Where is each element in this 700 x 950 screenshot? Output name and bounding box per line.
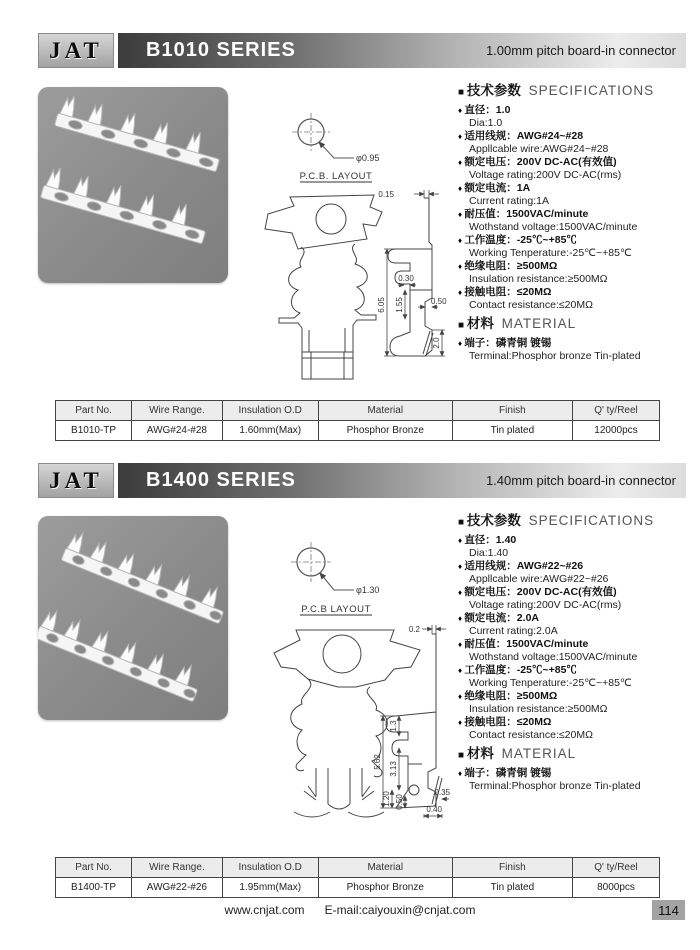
- series-subtitle: 1.00mm pitch board-in connector: [485, 43, 676, 58]
- pcb-hole-diameter: φ0.95: [356, 153, 380, 163]
- spec-en: Appllcable wire:AWG#22~#26: [469, 573, 609, 585]
- series-subtitle: 1.40mm pitch board-in connector: [485, 473, 676, 488]
- pcb-layout-label: P.C.B LAYOUT: [301, 604, 371, 615]
- spec-cn: ♦ 绝缘电阻：≥500MΩ: [458, 690, 695, 703]
- pcb-layout-b1010: [266, 106, 396, 195]
- spec-en: Voltage rating:200V DC-AC(rms): [469, 169, 622, 181]
- spec-item: [458, 286, 695, 311]
- spec-cn: ♦ 工作温度：-25℃~+85℃: [458, 664, 695, 677]
- spec-cn: ♦ 接触电阻：≤20MΩ: [458, 716, 695, 729]
- series-title: B1010 SERIES: [146, 39, 296, 61]
- material-title-cn: 材料: [466, 746, 494, 761]
- spec-en: Dia:1.0: [469, 117, 503, 129]
- spec-cn: ♦ 直径：1.40: [458, 534, 695, 547]
- jat-logo-text: JAT: [49, 467, 103, 493]
- footer-website: www.cnjat.com: [224, 903, 305, 917]
- col-qty-reel: Q' ty/Reel: [572, 858, 659, 878]
- cell-finish: Tin plated: [452, 421, 572, 441]
- pcb-layout-drawing: [266, 106, 396, 190]
- spec-item: [458, 208, 695, 233]
- dimension-label: 0.35: [434, 788, 450, 797]
- spec-en: Wothstand voltage:1500VAC/minute: [469, 221, 638, 233]
- material-item: [458, 767, 695, 792]
- pcb-layout-label: P.C.B. LAYOUT: [299, 171, 373, 182]
- section-header-b1010: [38, 33, 686, 68]
- spec-item: [458, 716, 695, 741]
- spec-section-title: [458, 85, 695, 99]
- col-material: Material: [318, 858, 452, 878]
- dimension-label: 3.13: [389, 761, 398, 777]
- terminal-strip-illustration: [38, 87, 228, 283]
- series-title: B1400 SERIES: [146, 469, 296, 491]
- table-row: [56, 878, 660, 898]
- material-title-en: MATERIAL: [501, 746, 577, 761]
- dimension-label: 2.0: [432, 337, 441, 349]
- page-footer: [0, 903, 700, 917]
- cell-part-no: B1010-TP: [56, 421, 132, 441]
- material-en: Terminal:Phosphor bronze Tin-plated: [469, 780, 641, 792]
- material-section-title: [458, 318, 695, 332]
- cell-wire-range: AWG#24-#28: [132, 421, 223, 441]
- col-wire-range: Wire Range.: [132, 401, 223, 421]
- col-part-no: Part No.: [56, 401, 132, 421]
- terminal-dimension-drawing: [238, 186, 450, 388]
- spec-item: [458, 612, 695, 637]
- dimension-label: 1.55: [395, 297, 404, 313]
- specifications-b1010: [458, 85, 695, 363]
- section-header-b1400: [38, 463, 686, 498]
- dimension-label: 0.30: [398, 274, 414, 283]
- spec-item: [458, 638, 695, 663]
- dimension-label: 6.05: [377, 297, 386, 313]
- spec-cn: ♦ 直径：1.0: [458, 104, 695, 117]
- spec-item: [458, 586, 695, 611]
- spec-title-en: SPECIFICATIONS: [528, 513, 655, 528]
- terminal-drawing-b1010: [238, 186, 450, 393]
- spec-item: [458, 260, 695, 285]
- terminal-dimension-drawing: [236, 618, 458, 846]
- material-cn: ♦ 端子：磷青铜 镀锡: [458, 767, 695, 780]
- dimension-label: 0.2: [408, 625, 420, 634]
- col-material: Material: [318, 401, 452, 421]
- spec-cn: ♦ 适用线规：AWG#24~#28: [458, 130, 695, 143]
- spec-item: [458, 182, 695, 207]
- page-number: 114: [652, 900, 685, 920]
- footer-email: E-mail:caiyouxin@cnjat.com: [324, 903, 476, 917]
- col-insulation: Insulation O.D: [222, 858, 318, 878]
- parts-table-b1400: [55, 857, 660, 898]
- terminal-strip-illustration: [38, 516, 228, 720]
- spec-en: Appllcable wire:AWG#24~#28: [469, 143, 609, 155]
- spec-item: [458, 130, 695, 155]
- col-qty-reel: Q' ty/Reel: [572, 401, 659, 421]
- spec-en: Insulation resistance:≥500MΩ: [469, 703, 608, 715]
- material-cn: ♦ 端子：磷青铜 镀锡: [458, 337, 695, 350]
- spec-cn: ♦ 工作温度：-25℃~+85℃: [458, 234, 695, 247]
- jat-logo: [38, 463, 114, 498]
- spec-cn: ♦ 额定电压：200V DC-AC(有效值): [458, 156, 695, 169]
- table-header-row: [56, 401, 660, 421]
- dimension-label: 0.40: [426, 805, 442, 814]
- spec-en: Working Tenperature:-25℃~+85℃: [469, 247, 632, 259]
- pcb-layout-b1400: [266, 536, 396, 629]
- terminal-photo-b1010: [38, 87, 228, 283]
- specifications-b1400: [458, 515, 695, 793]
- spec-cn: ♦ 接触电阻：≤20MΩ: [458, 286, 695, 299]
- spec-en: Current rating:2.0A: [469, 625, 558, 637]
- spec-item: [458, 234, 695, 259]
- pcb-layout-drawing: [266, 536, 396, 624]
- cell-insulation: 1.60mm(Max): [222, 421, 318, 441]
- material-en: Terminal:Phosphor bronze Tin-plated: [469, 350, 641, 362]
- spec-en: Contact resistance:≤20MΩ: [469, 729, 593, 741]
- dimension-label: 1.20: [382, 791, 391, 807]
- terminal-drawing-b1400: [236, 618, 458, 851]
- spec-item: [458, 560, 695, 585]
- material-section-title: [458, 748, 695, 762]
- spec-en: Insulation resistance:≥500MΩ: [469, 273, 608, 285]
- spec-cn: ♦ 额定电流：2.0A: [458, 612, 695, 625]
- spec-en: Contact resistance:≤20MΩ: [469, 299, 593, 311]
- cell-part-no: B1400-TP: [56, 878, 132, 898]
- spec-en: Working Tenperature:-25℃~+85℃: [469, 677, 632, 689]
- spec-cn: ♦ 耐压值：1500VAC/minute: [458, 638, 695, 651]
- material-title-cn: 材料: [466, 316, 494, 331]
- dimension-label: 1.3: [389, 720, 398, 732]
- terminal-photo-b1400: [38, 516, 228, 720]
- cell-wire-range: AWG#22-#26: [132, 878, 223, 898]
- spec-en: Wothstand voltage:1500VAC/minute: [469, 651, 638, 663]
- cell-qty-reel: 8000pcs: [572, 878, 659, 898]
- cell-finish: Tin plated: [452, 878, 572, 898]
- jat-logo-text: JAT: [49, 37, 103, 63]
- spec-cn: ♦ 耐压值：1500VAC/minute: [458, 208, 695, 221]
- cell-qty-reel: 12000pcs: [572, 421, 659, 441]
- spec-cn: ♦ 适用线规：AWG#22~#26: [458, 560, 695, 573]
- spec-en: Current rating:1A: [469, 195, 549, 207]
- col-finish: Finish: [452, 401, 572, 421]
- dimension-label: 5.62: [373, 754, 382, 770]
- spec-title-cn: 技术参数: [466, 83, 521, 98]
- dimension-label: 0.50: [431, 297, 447, 306]
- spec-cn: ♦ 额定电压：200V DC-AC(有效值): [458, 586, 695, 599]
- spec-item: [458, 104, 695, 129]
- spec-section-title: [458, 515, 695, 529]
- material-title-en: MATERIAL: [501, 316, 577, 331]
- table-row: [56, 421, 660, 441]
- col-finish: Finish: [452, 858, 572, 878]
- table-header-row: [56, 858, 660, 878]
- cell-material: Phosphor Bronze: [318, 878, 452, 898]
- series-bar: [118, 463, 686, 498]
- spec-en: Dia:1.40: [469, 547, 509, 559]
- cell-material: Phosphor Bronze: [318, 421, 452, 441]
- parts-table-b1010: [55, 400, 660, 441]
- dimension-label: 0.15: [378, 190, 394, 199]
- spec-item: [458, 690, 695, 715]
- dimension-label: 0.50: [395, 794, 404, 810]
- spec-item: [458, 664, 695, 689]
- spec-item: [458, 156, 695, 181]
- spec-en: Voltage rating:200V DC-AC(rms): [469, 599, 622, 611]
- col-insulation: Insulation O.D: [222, 401, 318, 421]
- spec-item: [458, 534, 695, 559]
- col-wire-range: Wire Range.: [132, 858, 223, 878]
- spec-cn: ♦ 绝缘电阻：≥500MΩ: [458, 260, 695, 273]
- spec-title-en: SPECIFICATIONS: [528, 83, 655, 98]
- col-part-no: Part No.: [56, 858, 132, 878]
- material-item: [458, 337, 695, 362]
- spec-cn: ♦ 额定电流：1A: [458, 182, 695, 195]
- pcb-hole-diameter: φ1.30: [356, 585, 380, 595]
- jat-logo: [38, 33, 114, 68]
- cell-insulation: 1.95mm(Max): [222, 878, 318, 898]
- series-bar: [118, 33, 686, 68]
- spec-title-cn: 技术参数: [466, 513, 521, 528]
